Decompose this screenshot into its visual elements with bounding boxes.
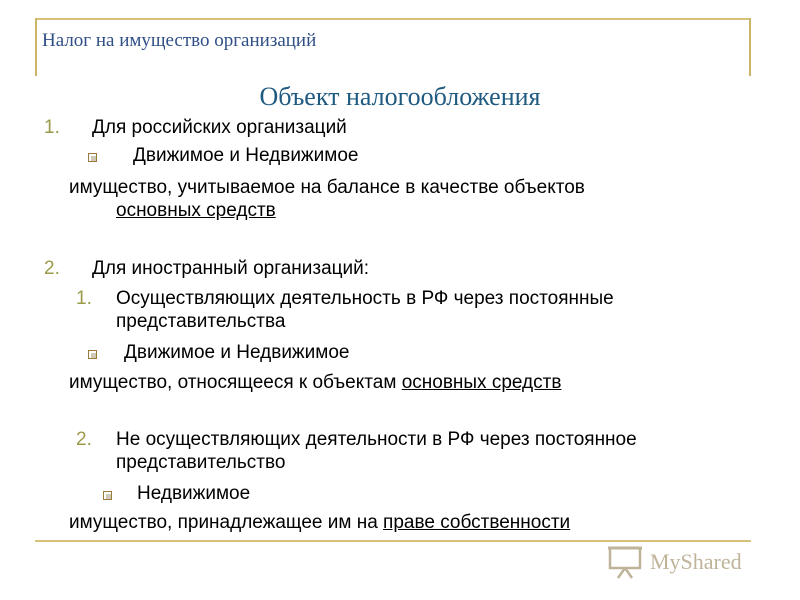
frame-right-border <box>749 18 751 76</box>
frame-left-border <box>35 18 37 76</box>
body-text: имущество, учитываемое на балансе в качестве объектов <box>69 177 585 198</box>
frame-top-border <box>35 18 751 20</box>
body-text-part: имущество, относящееся к объектам <box>69 372 402 393</box>
underlined-text: основных средств <box>116 200 276 221</box>
bullet-text: Движимое и Недвижимое <box>133 145 359 166</box>
list-item-text: Для иностранный организаций: <box>92 258 370 279</box>
list-number: 1. <box>44 117 60 138</box>
list-item-text-cont: представительство <box>116 452 286 473</box>
list-item-text: Осуществляющих деятельность в РФ через постоянные <box>116 288 614 309</box>
body-text-part: имущество, принадлежащее им на <box>69 512 384 533</box>
underlined-text: праве собственности <box>383 512 571 533</box>
square-bullet-icon <box>103 491 112 500</box>
slide-title: Объект налогообложения <box>259 82 541 111</box>
square-bullet-icon <box>88 153 97 162</box>
list-item-text-cont: представительства <box>116 311 286 332</box>
myshared-logo <box>606 541 766 581</box>
logo-text: MyShared <box>650 549 742 574</box>
list-number: 2. <box>44 258 60 279</box>
bullet-text: Недвижимое <box>137 483 251 504</box>
list-number: 2. <box>76 429 92 450</box>
header-title: Налог на имущество организаций <box>42 30 317 51</box>
list-number: 1. <box>76 288 92 309</box>
list-item-text: Для российских организаций <box>92 117 347 138</box>
body-text <box>69 372 561 394</box>
presentation-screen-icon <box>606 545 644 579</box>
bullet-text: Движимое и Недвижимое <box>124 342 350 363</box>
underlined-text: основных средств <box>401 372 562 393</box>
body-text <box>69 512 570 534</box>
square-bullet-icon <box>88 350 97 359</box>
list-item-text: Не осуществляющих деятельности в РФ через постоянное <box>116 429 637 450</box>
